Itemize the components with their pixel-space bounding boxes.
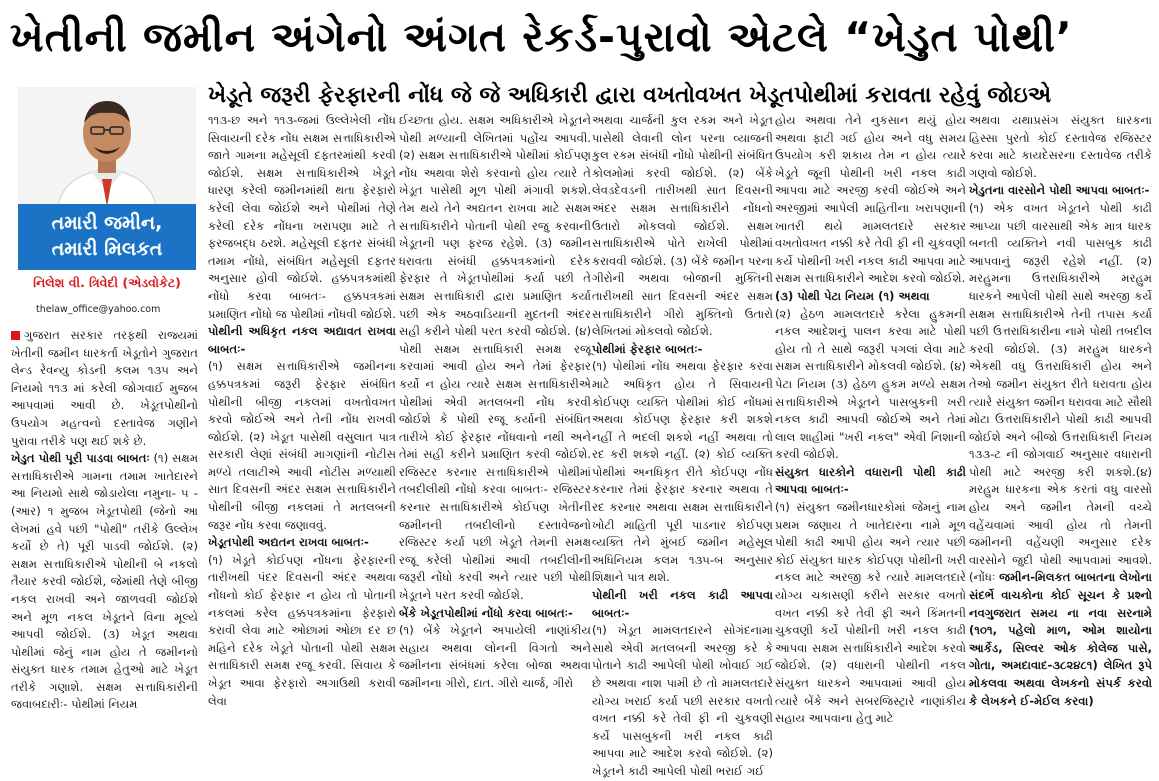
section-heading: સંયુક્ત ધારકોને વધારાની પોથી કાઢી આપવા બાબતઃ-: [775, 464, 966, 497]
section-heading: પોથીની ખરી નકલ કાઢી આપવા બાબતઃ-: [592, 588, 773, 620]
subheadline: ખેડૂતે જરૂરી ફેરફારની નોંધ જે જે અધિકારી દ્વારા વખતોવખત ખેડૂતપોથીમાં કરાવતા રહેવું જોઇએ: [208, 83, 1052, 108]
article-column-1: [11, 327, 198, 743]
paragraph: (૧) સક્ષમ સત્તાધિકારીએ જમીનના હક્કપત્રકમાં જરૂરી ફેરફાર સંબંધિત પોથીની બીજી નકલમાં વખતોવખત કરવો જોઈએ અને તેની નોંધ રાખવી જોઈશે. (૨) ખેડૂત પાસેથી વસુલાત પાત્ર સરકારી લેણાં સંબંધી માગણાંની નોટીસ મળ્યે તલાટીએ આવી નોટીસ મળ્યાથી સાત દિવસની અંદર સક્ષમ સત્તાધિકારીને પોથીની બીજી નકલમાં તે મતલબની જરૂર નોંધ કરવા જણાવવું.: [208, 359, 396, 532]
paragraph: (૧) ખેડૂતે કોઈપણ નોંધના ફેરફારની તારીખથી પંદર દિવસની અંદર અથવા નોંધનો કોઈ ફેરફાર ન હોય તો પોતાની નકલમાં કરેલ હક્કપત્રકમાંના ફેરફારો કરાવી લેવા માટે ઓછામાં ઓછા દર છ મહિને દરેક ખેડૂતે પોતાની પોથી સક્ષમ સત્તાધિકારી સમક્ષ રજૂ કરવી. સિવાય કે ખેડૂત આવા ફેરફારો અગાઉથી કરાવી લેવા: [208, 552, 396, 708]
paragraph: (૧) સક્ષમ સત્તાધિકારીએ ગામના તમામ ખાતેદારને આ નિયમો સાથે જોડાયેલા નમુના- ૫ - (આર) ૧ મુજબ ખેડૂતપોથી (જેનો આ લેખમાં હવે પછી "પોથી" તરીકે ઉલ્લેખ કર્યો છે તે) પૂરી પાડવી જોઈશે. (૨) સક્ષમ સત્તાધિકારીએ પોથીની બે નકલો તૈયાર કરવી જોઈશે, જેમાંથી તેણે બીજી નકલ રાખવી અને જાળવવી જોઈશે અને મૂળ નકલ ખેડૂતને વિના મૂલ્યે આપવી જોઈશે. (૩) ખેડૂત અથવા પોથીમાં જેનું નામ હોય તે જમીનનો સંયુક્ત ધારક તમામ હેતુઓ માટે ખેડૂત તરીકે ગણાશે. સક્ષમ સત્તાધિકારીની જવાબદારીઃ- પોથીમાં નિયમ: [11, 451, 199, 712]
paragraph: (૨) હેઠળ મામલતદારે કરેલા હુકમની નકલ આદેશનું પાલન કરવા માટે પોથી હોય તો તે સાથે જરૂરી પગલાં લેવા માટે સક્ષમ સત્તાધિકારીને મોકલવી જોઈશે. (૪) પેટા નિયમ (૩) હેઠળ હુકમ મળ્યે સક્ષમ સત્તાધિકારીએ ખેડૂતને પાસબુકની ખરી નકલ કાઢી આપવી જોઈએ અને તેમાં લાલ શાહીમાં "ખરી નકલ" એવી નિશાની કરવી જોઈશે.: [775, 306, 966, 462]
paragraph: ૧૧૩-છ અને ૧૧૩-જમાં ઉલ્લેખેલી નોંધ સિવાયની દરેક નોંધ સક્ષમ સત્તાધિકારીએ જાતે ગામના મહેસૂલી દફતરમાંથી કરવી જોઈશે. સક્ષમ સત્તાધિકારીએ ખેડૂતે ધારણ કરેલી જમીનમાંથી થતા ફેરફારો કરેલી લેવા જોઈશે અને પોથીમાં તેણે કરેલી દરેક નોંધના ખરાપણા માટે તે ફરજબદ્ધ ઠરશે. મહેસૂલી દફતર સંબંધી તમામ નોંધો, સંબંધિત મહેસૂલી દફતર અનુસાર હોવી જોઈશે. હક્કપત્રકમાંથી નોંધો કરવા બાબતઃ- હક્કપત્રકમાં પ્રમાણિત નોંધો જ પોથીમાં નોંધવી જોઈશે.: [208, 113, 396, 321]
article-column-2: [208, 112, 396, 744]
headline: ખેતીની જમીન અંગેનો અંગત રેકર્ડ-પુરાવો એટલે “ખેડુત પોથી’: [10, 13, 1073, 61]
section-heading: ખેડુતના વારસોને પોથી આપવા બાબતઃ-: [969, 183, 1150, 198]
paragraph: હોય અથવા તેને નુકસાન થયું હોય અથવા ફાટી ગઈ હોય અને વધુ સમય ઉપયોગ કરી શકાય તેમ ન હોય ત્યારે ખેડૂતે જૂની પોથીની ખરી નકલ કાઢી આપવા માટે અરજી કરવી જોઈએ અને અરજીમાં આપેલી માહિતીના ખરાપણાની ખાતરી થયે મામલતદારે સરકાર વખતોવખત નક્કી કરે તેવી ફી ની ચુકવણી કર્યે પોથીની ખરી નકલ કાઢી આપવા માટે સક્ષમ સત્તાધિકારીને આદેશ કરવો જોઈશે.: [775, 113, 966, 286]
paragraph: અથવા યથાપ્રસંગ સંયુક્ત ધારકના હિસ્સા પુરતો કોઈ દસ્તાવેજ રજિસ્ટર કરવા માટે કાયદેસરના દસ્તાવેજ તરીકે ગણવો જોઈશે.: [969, 113, 1152, 180]
section-heading: ખેડુત પોથી પૂરી પાડવા બાબતઃ: [11, 451, 150, 466]
author-photo-icon: [18, 87, 196, 207]
paragraph: (૧) એક વખત ખેડૂતને પોથી કાઢી આપ્યા પછી વારસાથી એક માત્ર ધારક બનતી વ્યક્તિને નવી પાસબુક કાઢી આપવાનું જરૂરી રહેશે નહીં. (૨) મરહુમના ઉત્તરાધિકારીએ મરહુમ ધારકને આપેલી પોથી સાથે અરજી કર્યે સક્ષમ સત્તાધિકારીએ તેની તપાસ કર્યા પછી ઉત્તરાધિકારીના નામે પોથી તબદીલ કરવી જોઈશે. (૩) મરહુમ ધારકને એકથી વધુ ઉત્તરાધિકારી હોય અને તેઓ જમીન સંયુક્ત રીતે ધરાવતા હોય ત્યારે સંયુક્ત જમીન ધરાવવા માટે સૌથી મોટા ઉત્તરાધિકારીને પોથી કાઢી આપવી જોઈશે અને બીજો ઉત્તરાધિકારી નિયમ ૧૩૩-ટ ની જોગવાઈ અનુસાર વધારાની પોથી માટે અરજી કરી શકશે.(૪) મરહુમ ધારકના એક કરતાં વધુ વારસો હોય અને જમીન તેમની વચ્ચે વહેંચવામાં આવી હોય તો તેમની જમીનની વહેંચણી અનુસાર દરેક વારસોને જુદી પોથી આપવામાં આવશે. (નોંધઃ: [969, 200, 1152, 585]
section-heading: પોથીમાં ફેરફાર બાબતઃ-: [592, 341, 703, 356]
column-title-line1: તમારી જમીન,: [51, 212, 163, 234]
paragraph: (૧) ખેડૂત મામલતદારને સોગંદનામા સાથે એવી મતલબની અરજી કરે કે પોતાને કાઢી આપેલી પોથી ખોવાઈ ગઈ છે અથવા નાશ પામી છે તો મામલતદારે યોગ્ય ખરાઈ કર્યા પછી સરકાર વખતો વખત નક્કી કરે તેવી ફી ની ચુકવણી કર્યે પાસબુકની ખરી નકલ કાઢી આપવા માટે આદેશ કરવો જોઈશે. (૨) ખેડૂતને કાઢી આપેલી પોથી ભરાઈ ગઈ: [592, 623, 773, 778]
section-heading: (૩) પોથી પેટા નિયમ (૧) અથવા: [775, 288, 930, 303]
author-email: thelaw_office@yahoo.com: [36, 304, 161, 315]
column-title-line2: તમારી મિલકત: [51, 238, 163, 260]
paragraph: (૧) પોથીમાં નોંધ અથવા ફેરફાર કરવા માટે અધિકૃત હોય તે સિવાયની કોઈપણ વ્યક્તિ પોથીમાં કોઈ નોંધમાં અથવા કોઈપણ ફેરફાર કરી શકશે નહીં તે ભદલી શકશે નહીં અથવા તો રદ કરી શકશે નહીં. (૨) કોઈ વ્યક્તિ પોથીમાં અનધિકૃત રીતે કોઈપણ નોંધ કરનાર તેમાં ફેરફાર કરનાર અથવા તે રદ કરનાર અથવા સક્ષમ સત્તાધિકારીને ખોટી માહિતી પૂરી પાડનાર કોઈપણ વ્યક્તિ તેને મુંબઈ જમીન મહેસૂલ અધિનિયમ કલમ ૧૩૫-બ અનુસાર શિક્ષાને પાત્ર થશે.: [592, 359, 773, 585]
paragraph: ઈચ્છતા હોય. સક્ષમ અધિકારીએ ખેડૂતને પોથી મળ્યાની લેખિતમાં પહોંચ આપવી. (૨) સક્ષમ સત્તાધિકારીએ પોથીમાં કોઈપણ નોંધ અથવા શેરો કરવાનો હોય ત્યારે તે ખેડૂત પાસેથી મૂળ પોથી મંગાવી શકશે. તેમ થયે તેને અદ્યતન રાખવા માટે સક્ષમ સત્તાધિકારીને પોતાની પોથી રજુ કરવાની ખેડૂતની પણ ફરજ રહેશે. (૩) જમીન ધરાવતા સંબંધી હક્કપત્રકમાંનો દરેક ફેરફાર તે ખેડૂતપોથીમાં કર્યા પછી તે સક્ષમ સત્તાધિકારી દ્વારા પ્રમાણિત કર્યા પછી એક અઠવાડિયાની મુદતની અંદર સહી કરીને પોથી પરત કરવી જોઈશે. (૪) પોથી સક્ષમ સત્તાધિકારી સમક્ષ રજૂ કરવામાં આવી હોય અને તેમાં ફેરફાર કર્યો ન હોય ત્યારે સક્ષમ સત્તાધિકારીએ પોથીમાં એવી મતલબની નોંધ કરવી જોઈશે કે પોથી રજૂ કર્યાની સંબંધિત તારીખે કોઈ ફેરફાર નોંધવાનો નથી અને તેમાં સહી કરીને પ્રમાણિત કરવી જોઈશે. રજિસ્ટર કરનાર સત્તાધિકારીએ પોથીમાં તબદીલીથી નોંધો કરવા બાબતઃ- રજિસ્ટર કરનાર સત્તાધિકારીએ કોઈપણ ખેતીની જમીનની તબદીલીનો દસ્તાવેજનો રજિસ્ટર કર્યા પછી ખેડૂતે તેમની સમક્ષ રજૂ કરેલી પોથીમાં આવી તબદીલીની જરૂરી નોંધો કરવી અને ત્યાર પછી પોથી ખેડૂતને પરત કરવી જોઈશે.: [399, 113, 591, 603]
reader-note: જમીન-મિલકત બાબતના લેખોના સંદર્ભે વાચકોના કોઈ સૂચન કે પ્રશ્નો નવગુજરાત સમય ના નવા સરનામે (૧૦૧, પહેલો માળ, ઓમ શાયોના આર્કેડ, સિલ્વર ઓક કોલેજ પાસે, ગોતા, અમદાવાદ-૩૮૨૪૮૧) લેખિત રૂપે મોકલવા અથવા લેખકનો સંપર્ક કરવો કે લેખકને ઈ-મેઈલ કરવા): [969, 570, 1152, 708]
paragraph: (૧) બેંકે ખેડૂતને અપાયેલી નાણાંકીય સહાય અથવા લોનની વિગતો અને જમીનના સંબંધમાં કરેલા બોજા અથવા જમીનના ગીરો, દાત. ગીરો ચાર્જ, ગીરો: [399, 623, 591, 690]
article-column-5: [775, 112, 966, 744]
article-column-3: [399, 112, 591, 744]
section-heading: પોથીની અધિકૃત નકલ અદ્યાવત રાખવા બાબતઃ-: [208, 324, 396, 356]
section-heading: ખેડૂતપોથી અદ્યતન રાખવા બાબતઃ-: [208, 535, 369, 550]
section-heading: બેંકે ખેડૂતપોથીમાં નોંધો કરવા બાબતઃ-: [399, 605, 573, 620]
paragraph: ગુજરાત સરકાર તરફથી રાજ્યમાં ખેતીની જમીન ધારકર્તા ખેડૂતોને ગુજરાત લેન્ડ રેવન્યુ કોડની કલમ ૧૩૫ અને નિયમો ૧૧૩ માં કરેલી જોગવાઈ મુજબ આપવામાં આવી છે. ખેડૂતપોથીનો ઉપયોગ મહત્વનો દસ્તાવેજ ગણીને પુરાવા તરીકે પણ થઈ શકે છે.: [11, 328, 198, 448]
author-photo: [18, 87, 196, 207]
red-square-bullet-icon: [11, 331, 20, 340]
paragraph: (૧) સંયુક્ત જમીનધારકોમાં જેમનું નામ પ્રથમ જણાય તે ખાતેદારના નામે મૂળ પોથી કાઢી આપી હોય અને ત્યાર પછી કોઈ સંયુક્ત ધારક કોઈપણ પોથીની ખરી નકલ માટે અરજી કરે ત્યારે મામલતદારે યોગ્ય ચકાસણી કરીને સરકાર વખતો વખત નક્કી કરે તેવી ફી અને કિંમતની ચુકવણી કર્યે પોથીની ખરી નકલ કાઢી આપવા સક્ષમ સત્તાધિકારીને આદેશ કરવો જોઈશે. (૨) વધારાની પોથીની નકલ સંયુક્ત ધારકને આપવામાં આવી હોય ત્યારે બેંકે અને સબરજિસ્ટ્રારે નાણાંકીય સહાય આપવાના હેતુ માટે: [775, 500, 966, 726]
author-name: નિલેશ વી. ત્રિવેદી (એડવોકેટ): [33, 275, 181, 290]
article-column-4: [592, 112, 773, 778]
article-column-6: [969, 112, 1152, 744]
column-title-banner: [18, 204, 196, 270]
paragraph: અથવા ચાર્જની કુલ રકમ અને ખેડૂત પાસેથી લેવાની લોન પરના વ્યાજની કુલ રકમ સંબંધી નોંધો પોથીની સંબંધિત કોલમોમાં કરવી જોઈશે. (૨) બેંકે લેવડદેવડની તારીખથી સાત દિવસની અંદર સક્ષમ સત્તાધિકારીને નોંધનો ઉતારો મોકલવો જોઈશે. સક્ષમ સત્તાધિકારીએ પોતે રાખેલી પોથીમાં કરાવવી જોઈશે. (૩) બેંકે જમીન પરના ગીરોની અથવા બોજાની મુક્તિની તારીખથી સાત દિવસની અંદર સક્ષમ સત્તાધિકારીને ગીરો મુક્તિનો ઉતારો લેખિતમાં મોકલવો જોઈશે.: [592, 113, 773, 339]
